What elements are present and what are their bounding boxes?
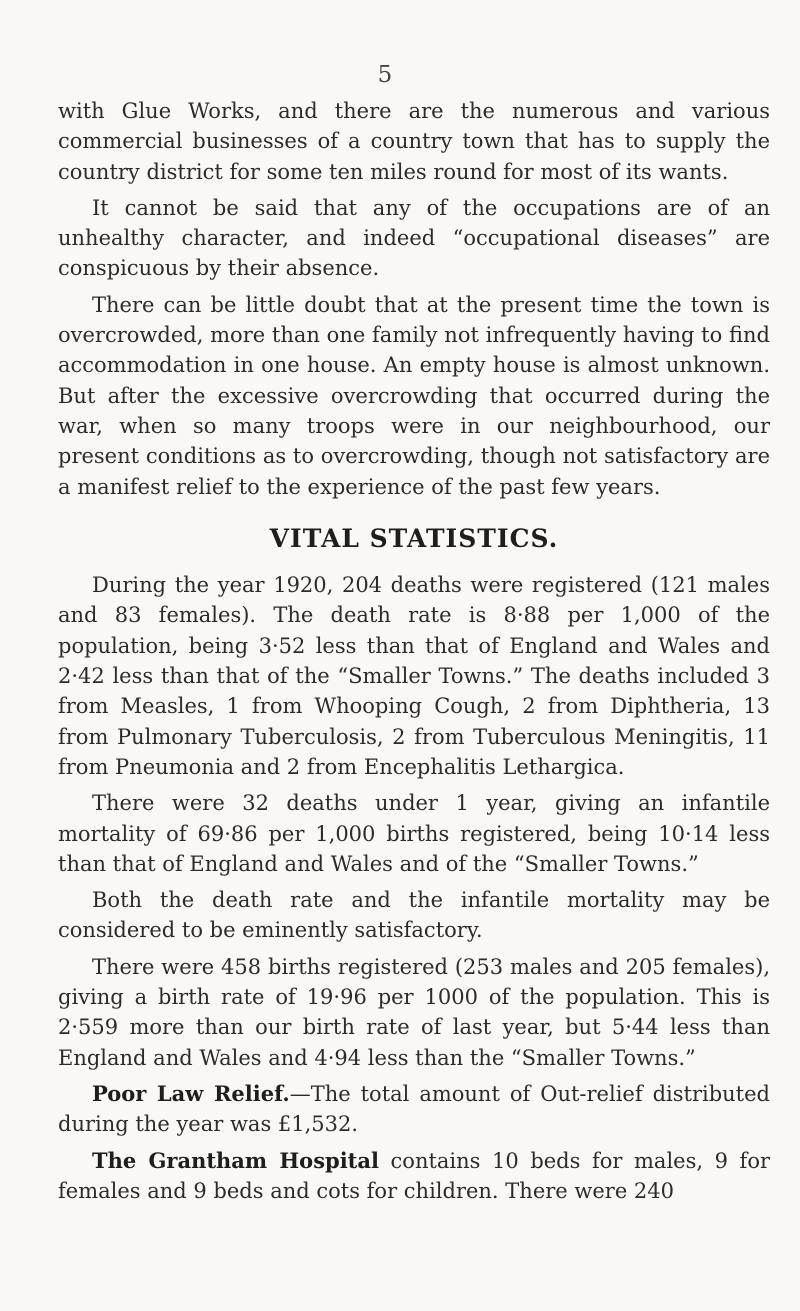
paragraph-satisfactory: Both the death rate and the infantile mortality may be considered to be eminently satisfactory.: [58, 888, 770, 943]
body-text: [58, 96, 770, 1212]
paragraph-births: There were 458 births registered (253 males and 205 females), giving a birth rate of 19·96 per 1000 of the population. This is 2·559 more than our birth rate of last year, but 5·44 less than England and Wales and 4·94 less than the “Smaller Towns.”: [58, 954, 770, 1070]
paragraph-occupations: It cannot be said that any of the occupations are of an unhealthy character, and indeed “occupational diseases” are conspicuous by their absence.: [58, 195, 770, 281]
hospital-heading: The Grantham Hospital: [92, 1147, 379, 1173]
paragraph-deaths: During the year 1920, 204 deaths were registered (121 males and 83 females). The death rate is 8·88 per 1,000 of the population, being 3·52 less than that of England and Wales and 2·42 less than that of the “Smaller Towns.” The deaths included 3 from Measles, 1 from Whooping Cough, 2 from Diphtheria, 13 from Pulmonary Tuberculosis, 2 from Tuberculous Meningitis, 11 from Pneumonia and 2 from Encephalitis Lethargica.: [58, 573, 770, 779]
section-heading-vital-statistics: VITAL STATISTICS.: [269, 523, 559, 553]
paragraph-glue-works: with Glue Works, and there are the numerous and various commercial businesses of a country town that has to supply the country district for some ten miles round for most of its wants.: [58, 99, 770, 184]
poor-law-text: —The total amount of Out-relief distributed during the year was £1,532.: [58, 1081, 770, 1137]
paragraph-poor-law: [58, 1079, 770, 1140]
hospital-text: contains 10 beds for males, 9 for females and 9 beds and cots for children. There were 240: [58, 1148, 770, 1203]
page-number: 5: [377, 62, 393, 88]
paragraph-hospital: [58, 1146, 770, 1207]
paragraph-infant-mortality: There were 32 deaths under 1 year, giving an infantile mortality of 69·86 per 1,000 births registered, being 10·14 less than that of England and Wales and of the “Smaller Towns.”: [58, 791, 770, 876]
poor-law-heading: Poor Law Relief.: [92, 1080, 290, 1106]
paragraph-overcrowding: There can be little doubt that at the present time the town is overcrowded, more than one family not infrequently having to find accommodation in one house. An empty house is almost unknown. But after the excessive overcrowding that occurred during the war, when so many troops were in our neighbourhood, our present conditions as to overcrowding, though not satisfactory are a manifest relief to the experience of the past few years.: [58, 292, 770, 499]
